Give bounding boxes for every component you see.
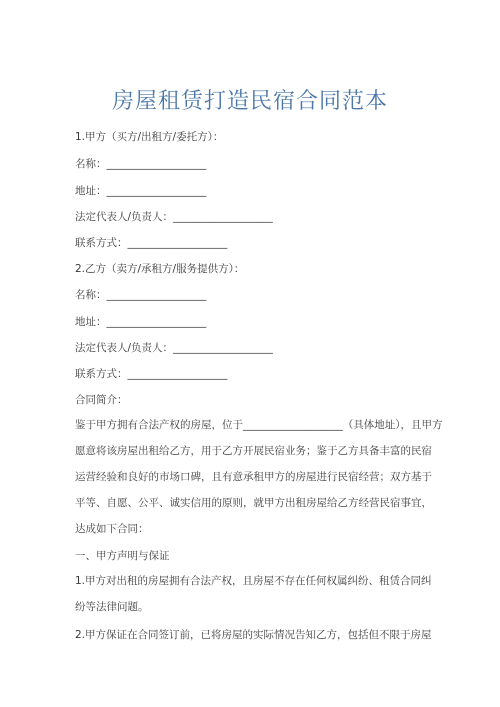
party-b-contact-field: 联系方式：___________________ <box>75 368 228 380</box>
party-b-heading: 2.乙方（卖方/承租方/服务提供方）： <box>75 263 245 275</box>
clause-line: 2.甲方保证在合同签订前，已将房屋的实际情况告知乙方，包括但不限于房屋 <box>75 629 432 641</box>
intro-heading: 合同简介： <box>75 394 128 406</box>
clause-1-paragraph <box>75 568 432 620</box>
clause-2-paragraph <box>75 622 432 648</box>
party-b-name-field: 名称：___________________ <box>75 289 207 301</box>
section-one-heading: 一、甲方声明与保证 <box>75 550 170 562</box>
party-a-contact-field: 联系方式：___________________ <box>75 237 228 249</box>
document-title: 房屋租赁打造民宿合同范本 <box>111 89 388 114</box>
party-b-address-field: 地址：___________________ <box>75 316 207 328</box>
intro-line: 达成如下合同： <box>75 523 149 535</box>
intro-line: 愿意将该房屋出租给乙方，用于乙方开展民宿业务；鉴于乙方具备丰富的民宿 <box>75 445 432 457</box>
party-a-address-field: 地址：___________________ <box>75 185 207 197</box>
intro-line: 平等、自愿、公平、诚实信用的原则，就甲方出租房屋给乙方经营民宿事宜， <box>75 497 432 509</box>
party-a-heading: 1.甲方（买方/出租方/委托方）： <box>75 131 224 143</box>
party-a-name-field: 名称：___________________ <box>75 158 207 170</box>
party-b-legal-rep-field: 法定代表人/负责人：___________________ <box>75 342 273 354</box>
intro-line: 鉴于甲方拥有合法产权的房屋，位于___________________（具体地址），且甲方 <box>75 419 443 431</box>
clause-line: 纷等法律问题。 <box>75 601 149 613</box>
clause-line: 1.甲方对出租的房屋拥有合法产权，且房屋不存在任何权属纠纷、租赁合同纠 <box>75 575 432 587</box>
party-a-legal-rep-field: 法定代表人/负责人：___________________ <box>75 211 273 223</box>
intro-paragraph <box>75 412 443 542</box>
intro-line: 运营经验和良好的市场口碑，且有意承租甲方的房屋进行民宿经营；双方基于 <box>75 471 432 483</box>
